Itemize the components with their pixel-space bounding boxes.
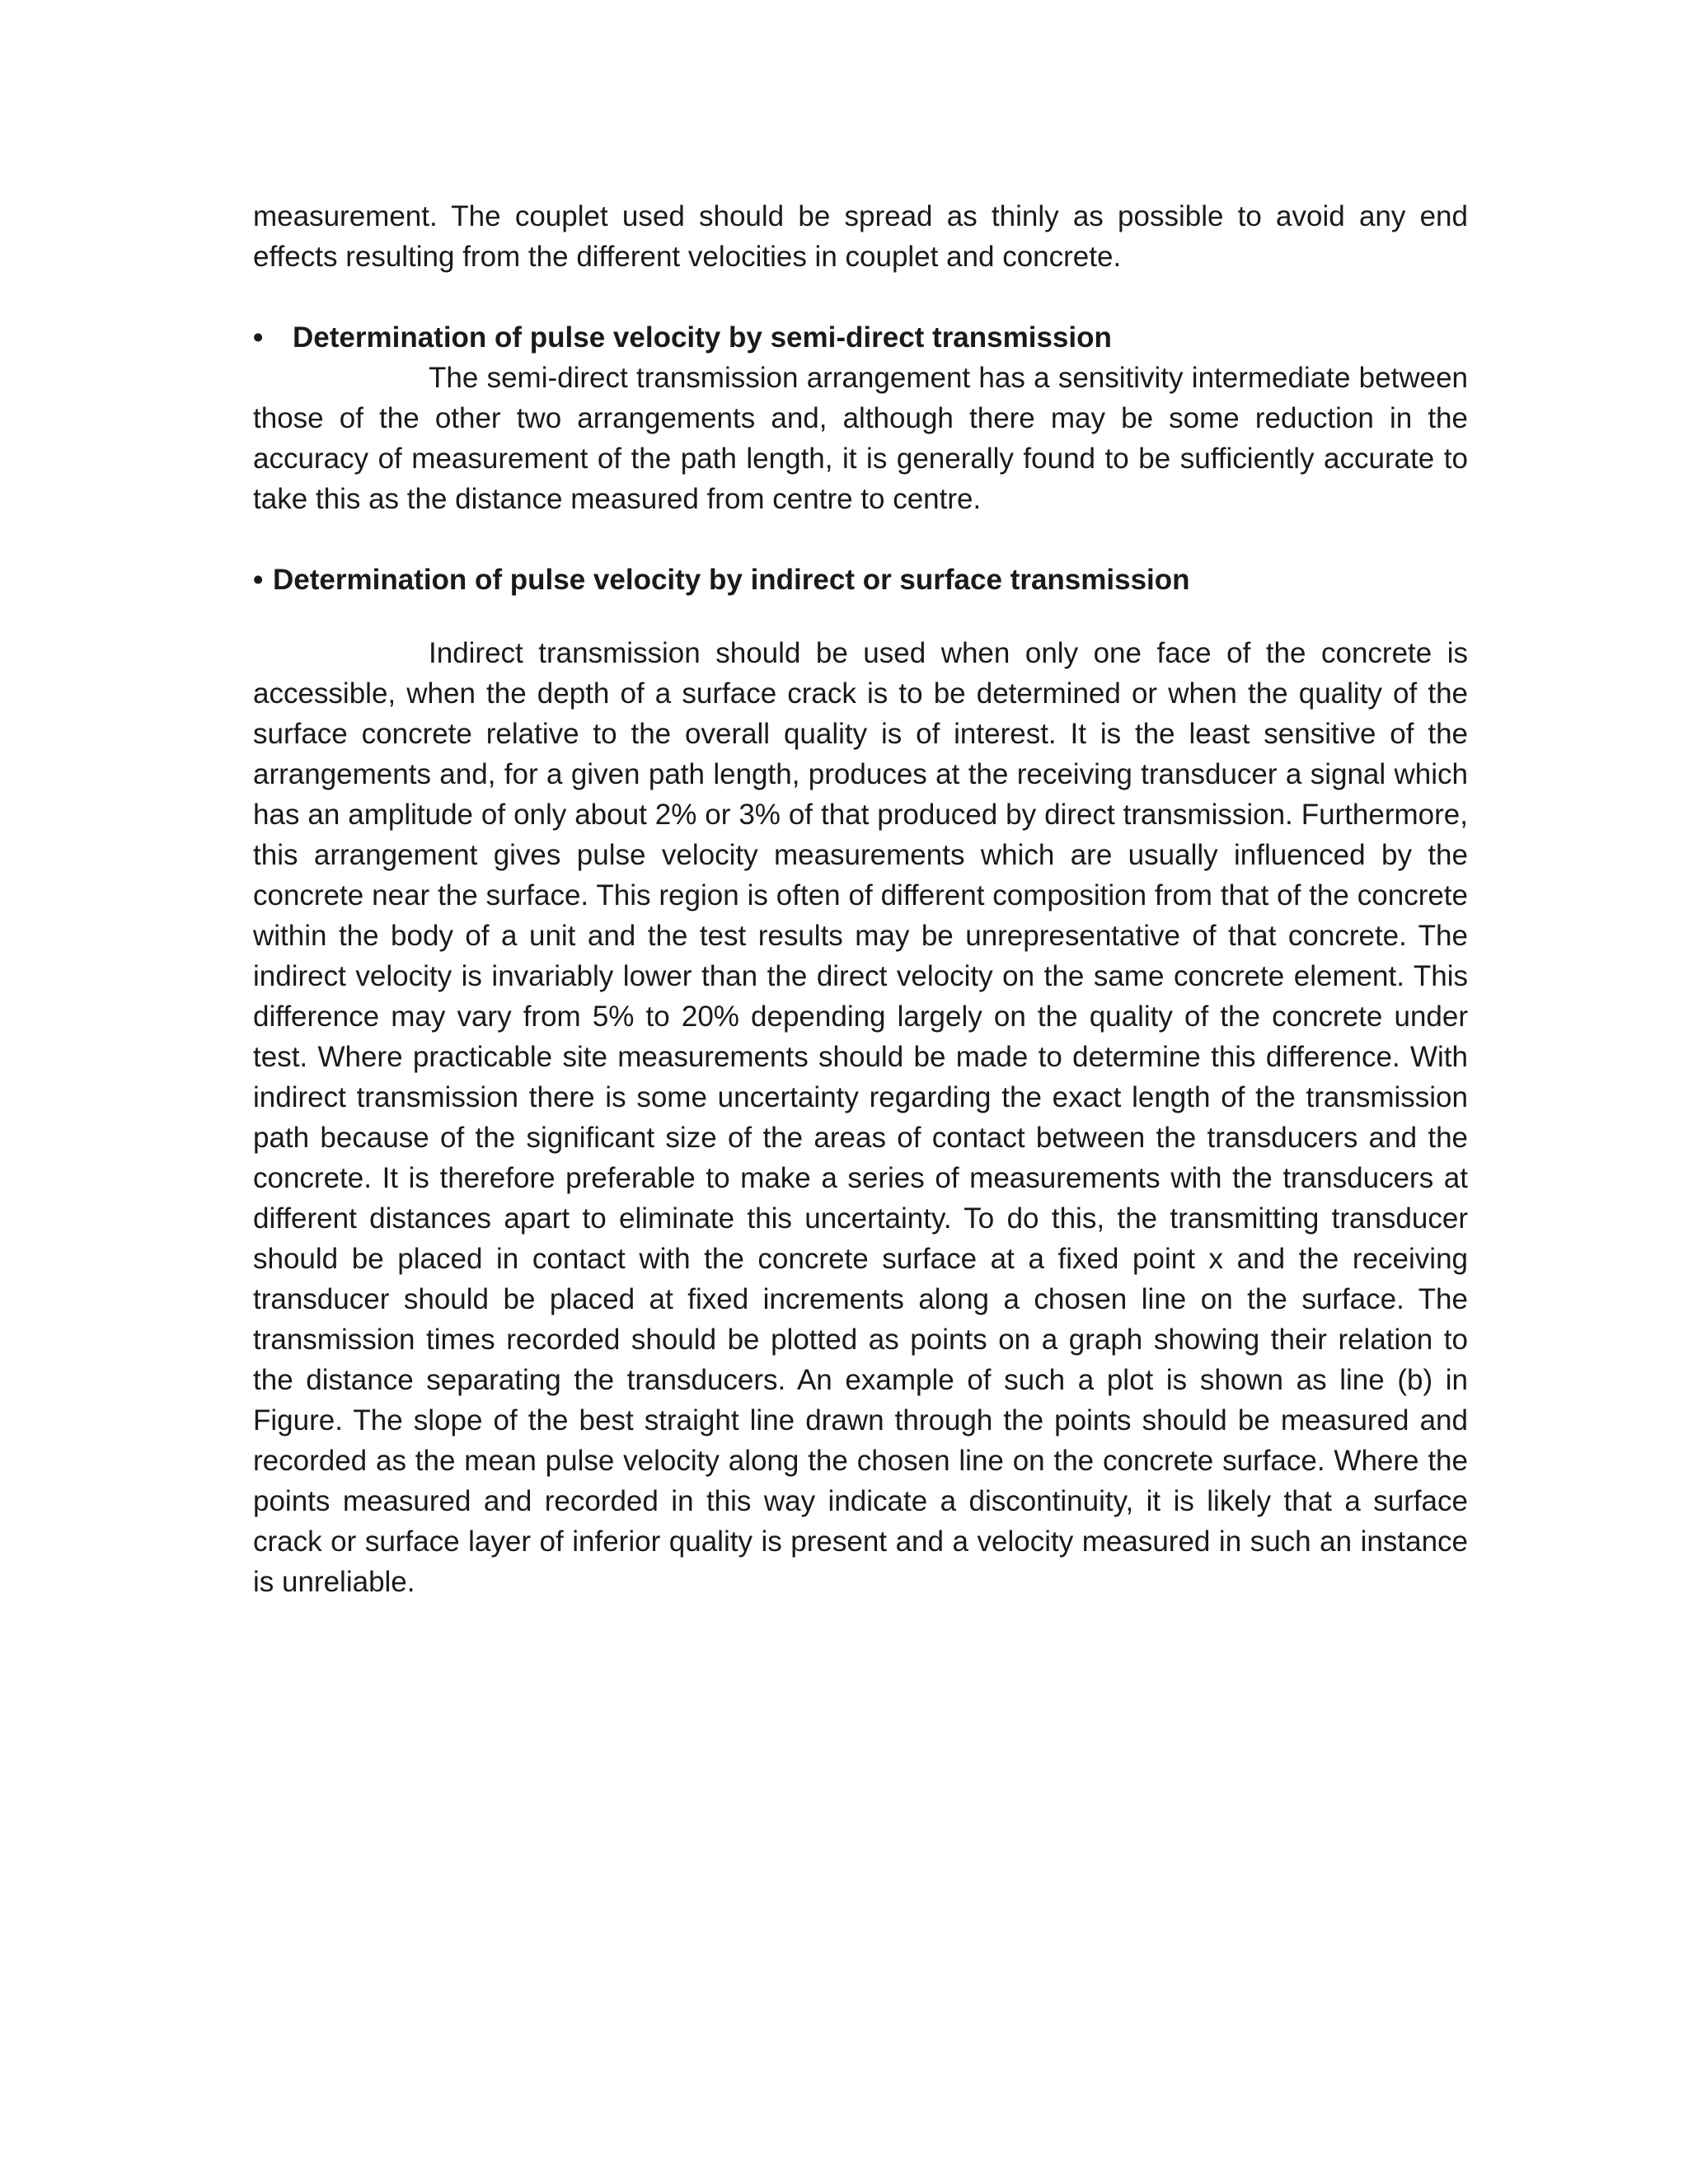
bullet-icon: • — [253, 321, 264, 354]
bullet-icon: • — [253, 564, 264, 596]
spacer — [253, 519, 1468, 560]
indirect-heading — [253, 560, 1468, 600]
indirect-heading-text: Determination of pulse velocity by indirect or surface transmission — [273, 564, 1190, 596]
document-page — [253, 196, 1468, 1602]
semi-direct-paragraph: The semi-direct transmission arrangement has a sensitivity intermediate between those of the other two arrangements and, although there may be some reduction in the accuracy of measurement of the path length, it is generally found to be sufficiently accurate to take this as the distance measured from centre to centre. — [253, 362, 1468, 515]
spacer — [253, 600, 1468, 633]
intro-paragraph: measurement. The couplet used should be spread as thinly as possible to avoid any end effects resulting from the different velocities in couplet and concrete. — [253, 200, 1468, 273]
indirect-paragraph: Indirect transmission should be used when only one face of the concrete is accessible, when the depth of a surface crack is to be determined or when the quality of the surface concrete relative to the overall quality is of interest. It is the least sensitive of the arrangements and, for a given path length, produces at the receiving transducer a signal which has an amplitude of only about 2% or 3% of that produced by direct transmission. Furthermore, this arrangement gives pulse velocity measurements which are usually influenced by the concrete near the surface. This region is often of different composition from that of the concrete within the body of a unit and the test results may be unrepresentative of that concrete. The indirect velocity is invariably lower than the direct velocity on the same concrete element. This difference may vary from 5% to 20% depending largely on the quality of the concrete under test. Where practicable site measurements should be made to determine this difference. With indirect transmission there is some uncertainty regarding the exact length of the transmission path because of the significant size of the areas of contact between the transducers and the concrete. It is therefore preferable to make a series of measurements with the transducers at different distances apart to eliminate this uncertainty. To do this, the transmitting transducer should be placed in contact with the concrete surface at a fixed point x and the receiving transducer should be placed at fixed increments along a chosen line on the surface. The transmission times recorded should be plotted as points on a graph showing their relation to the distance separating the transducers. An example of such a plot is shown as line (b) in Figure. The slope of the best straight line drawn through the points should be measured and recorded as the mean pulse velocity along the chosen line on the concrete surface. Where the points measured and recorded in this way indicate a discontinuity, it is likely that a surface crack or surface layer of inferior quality is present and a velocity measured in such an instance is unreliable. — [253, 637, 1468, 1598]
semi-direct-heading-text: Determination of pulse velocity by semi-direct transmission — [293, 321, 1112, 354]
semi-direct-heading — [253, 317, 1468, 358]
spacer — [253, 277, 1468, 317]
